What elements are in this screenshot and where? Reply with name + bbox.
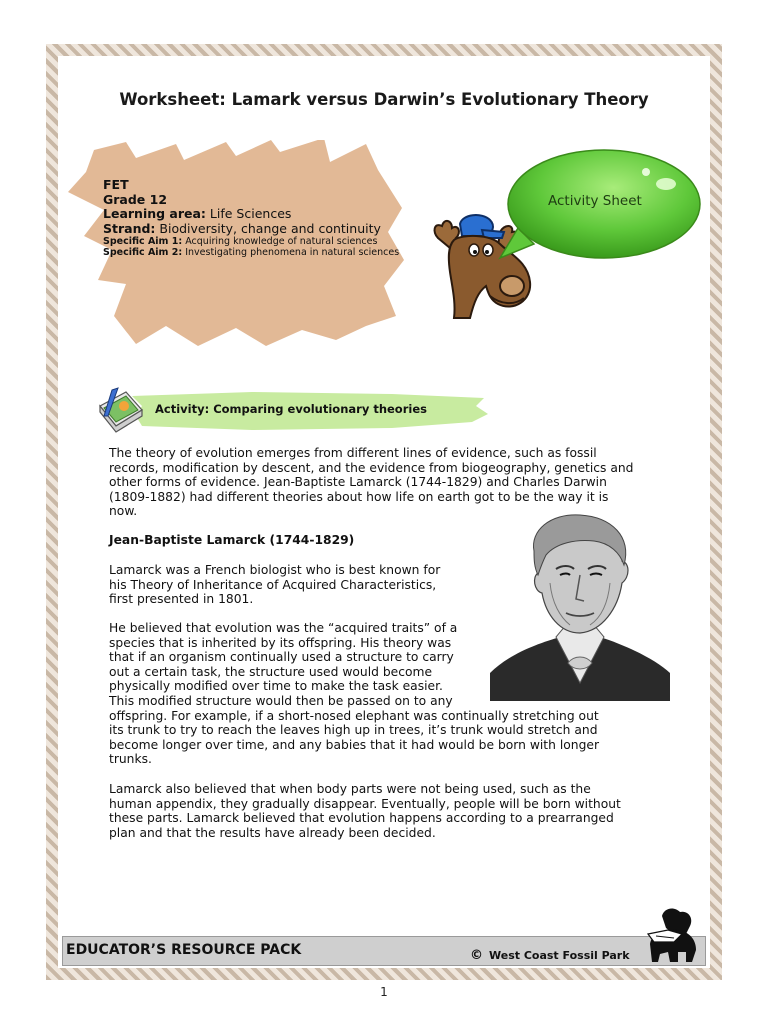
text-line: other forms of evidence. Jean-Baptiste Lamarck (1744-1829) and Charles Darwin [109, 475, 607, 490]
book-icon [96, 386, 146, 434]
speech-bubble [430, 148, 710, 328]
text-line: that if an organism continually used a structure to carry [109, 650, 454, 665]
text-line: (1809-1882) had different theories about how life on earth got to be the way it is [109, 489, 609, 504]
text-line: his Theory of Inheritance of Acquired Characteristics, [109, 577, 437, 592]
text-line: physically modified over time to make the task easier. [109, 679, 443, 694]
grade: Grade 12 [103, 191, 168, 207]
aim2-label: Specific Aim 2: [103, 247, 183, 258]
activity-heading: Activity: Comparing evolutionary theories [155, 402, 427, 416]
strand-label: Strand: [103, 220, 156, 236]
lamarck-portrait-image [490, 513, 670, 701]
activity-sheet-label: Activity Sheet [548, 193, 642, 209]
educator-resource-pack-label: EDUCATOR’S RESOURCE PACK [66, 942, 302, 958]
aim1-label: Specific Aim 1: [103, 236, 183, 247]
text-line: now. [109, 504, 138, 519]
learning-area-label: Learning area: [103, 206, 206, 221]
strand-value: Biodiversity, change and continuity [159, 220, 381, 236]
footer-credit [470, 948, 630, 963]
text-line: first presented in 1801. [109, 592, 254, 607]
text-line: species that is inherited by its offspring. His theory was [109, 635, 452, 650]
text-line: human appendix, they gradually disappear. Eventually, people will be born without [109, 796, 621, 811]
aim1-value: Acquiring knowledge of natural sciences [185, 236, 378, 247]
text-line: Lamarck also believed that when body parts were not being used, such as the [109, 782, 591, 796]
text-line: This modified structure would then be passed on to any [109, 693, 453, 708]
aim2-value: Investigating phenomena in natural sciences [185, 247, 400, 258]
page-number: 1 [380, 985, 388, 999]
worksheet-meta [103, 178, 413, 258]
text-line: become longer over time, and any babies that it had would be born with longer [109, 737, 599, 752]
text-line: Lamarck was a French biologist who is best known for [109, 563, 441, 577]
page-title: Worksheet: Lamark versus Darwin’s Evolutionary Theory [119, 90, 649, 109]
text-line: out a certain task, the structure used would become [109, 664, 433, 679]
phase: FET [103, 177, 129, 192]
text-line: these parts. Lamarck believed that evolution happens according to a prearranged [109, 811, 614, 826]
text-line: its trunk to try to reach the leaves high up in trees, it’s trunk would stretch and [109, 723, 598, 738]
lamarck-paragraph-1 [109, 563, 489, 607]
lamarck-paragraph-3 [109, 782, 689, 840]
text-line: offspring. For example, if a short-nosed elephant was continually stretching out [109, 708, 599, 723]
fossil-bear-logo-icon [644, 904, 700, 964]
text-line: The theory of evolution emerges from different lines of evidence, such as fossil [109, 446, 597, 460]
text-line: He believed that evolution was the “acquired traits” of a [109, 621, 458, 635]
lamarck-heading: Jean-Baptiste Lamarck (1744-1829) [109, 533, 355, 547]
copyright-symbol: © [470, 948, 483, 963]
learning-area-value: Life Sciences [209, 206, 292, 221]
text-line: trunks. [109, 752, 152, 767]
intro-paragraph [109, 446, 679, 519]
text-line: records, modification by descent, and the evidence from biogeography, genetics and [109, 460, 634, 475]
west-coast-fossil-park-label: West Coast Fossil Park [489, 949, 630, 962]
text-line: plan and that the results have already been decided. [109, 825, 436, 840]
